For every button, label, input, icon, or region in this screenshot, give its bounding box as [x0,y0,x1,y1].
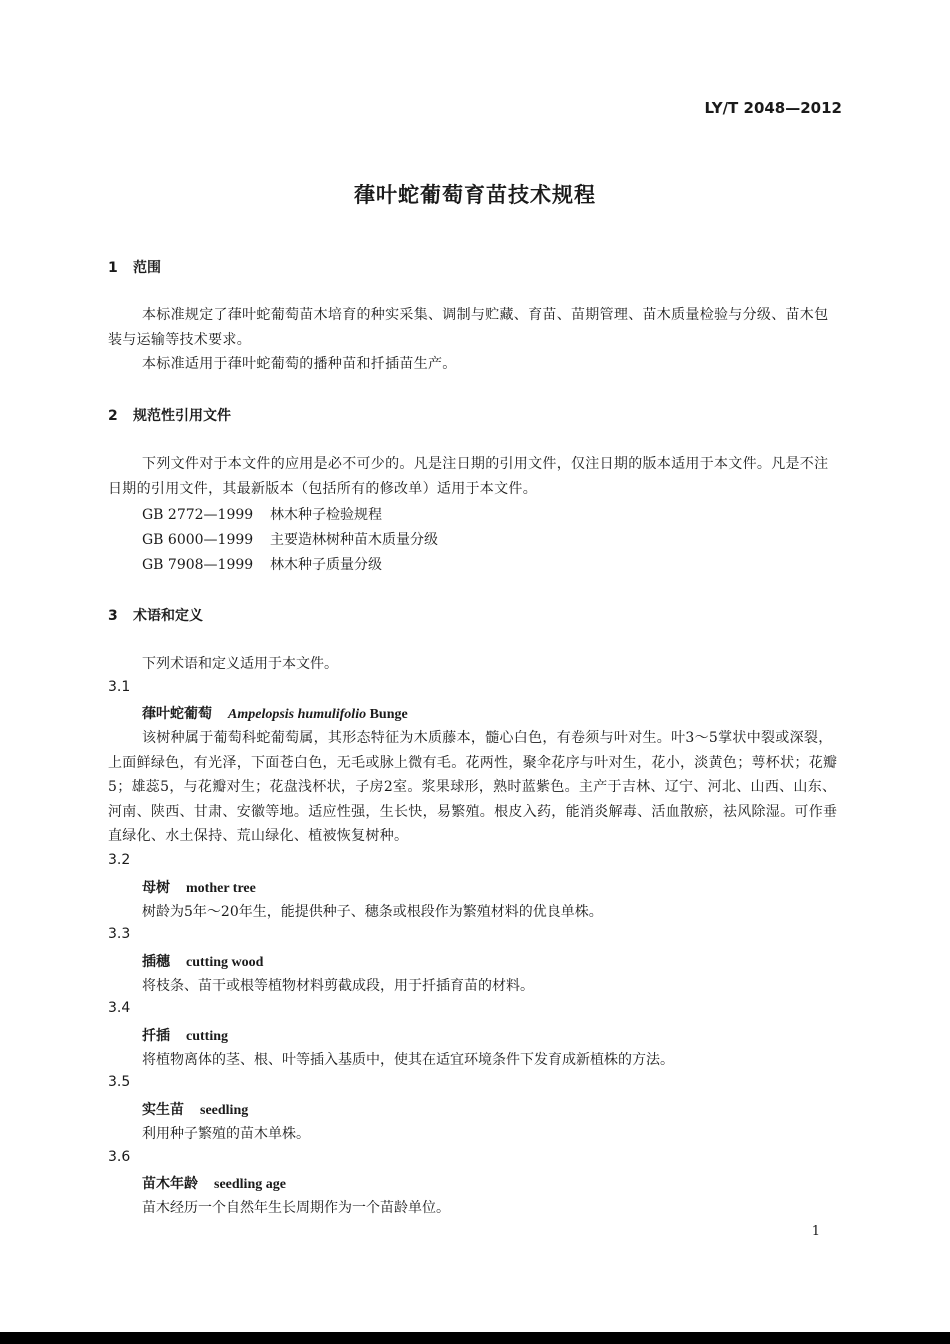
reference-name: 主要造林树种苗木质量分级 [270,532,438,548]
section-title: 范围 [133,260,161,276]
term-english: seedling age [214,1177,286,1192]
term-definition: 树龄为5年～20年生，能提供种子、穗条或根段作为繁殖材料的优良单株。 [142,904,603,920]
term-number: 3.4 [108,1000,131,1016]
term-heading [142,1099,248,1119]
section-1-heading [108,257,161,277]
section-title: 规范性引用文件 [133,408,231,424]
term-heading [142,877,256,897]
term-number: 3.5 [108,1074,131,1090]
section-2-paragraph-1: 下列文件对于本文件的应用是必不可少的。凡是注日期的引用文件，仅注日期的版本适用于本文件。凡是不注日期的引用文件，其最新版本（包括所有的修改单）适用于本文件。 [108,456,829,497]
reference-code: GB 2772—1999 [142,507,254,523]
reference-name: 林木种子检验规程 [270,507,382,523]
term-definition: 将枝条、苗干或根等植物材料剪截成段，用于扦插育苗的材料。 [142,978,534,994]
term-chinese: 实生苗 [142,1102,184,1118]
term-definition: 利用种子繁殖的苗木单株。 [142,1126,310,1142]
page-bottom-bar [0,1332,950,1344]
section-number: 2 [108,408,118,424]
term-chinese: 扦插 [142,1028,170,1044]
term-chinese: 葎叶蛇葡萄 [142,706,212,722]
document-code: LY/T 2048—2012 [704,99,842,117]
reference-item [142,504,382,524]
term-number: 3.6 [108,1149,131,1165]
term-definition: 将植物离体的茎、根、叶等插入基质中，使其在适宜环境条件下发育成新植株的方法。 [142,1052,674,1068]
term-chinese: 苗木年龄 [142,1176,198,1192]
page-number: 1 [811,1224,820,1239]
term-number: 3.2 [108,852,131,868]
term-english [228,707,408,722]
term-english: cutting [186,1029,228,1044]
section-1-paragraph-2: 本标准适用于葎叶蛇葡萄的播种苗和扦插苗生产。 [142,356,457,372]
section-3-intro: 下列术语和定义适用于本文件。 [142,656,338,672]
section-number: 3 [108,608,118,624]
term-chinese: 母树 [142,880,170,896]
section-2-heading [108,405,231,425]
term-authority: Bunge [369,707,408,722]
section-1-paragraph-1: 本标准规定了葎叶蛇葡萄苗木培育的种实采集、调制与贮藏、育苗、苗期管理、苗木质量检验与分级、苗木包装与运输等技术要求。 [108,307,829,348]
reference-item [142,554,382,574]
term-english: cutting wood [186,955,264,970]
document-title: 葎叶蛇葡萄育苗技术规程 [354,183,596,207]
term-heading [142,1025,228,1045]
term-english: mother tree [186,881,256,896]
term-heading [142,1173,286,1193]
section-number: 1 [108,260,118,276]
reference-code: GB 6000—1999 [142,532,254,548]
term-heading [142,951,263,971]
reference-name: 林木种子质量分级 [270,557,382,573]
term-number: 3.3 [108,926,131,942]
section-3-heading [108,605,203,625]
section-title: 术语和定义 [133,608,203,624]
term-heading [142,703,408,723]
term-latin-name: Ampelopsis humulifolio [228,707,367,722]
term-definition: 苗木经历一个自然年生长周期作为一个苗龄单位。 [142,1200,450,1216]
term-definition: 该树种属于葡萄科蛇葡萄属，其形态特征为木质藤本，髓心白色，有卷须与叶对生。叶3～5掌状中裂或深裂，上面鲜绿色，有光泽，下面苍白色，无毛或脉上微有毛。花两性，聚伞花序与叶对生，花小，淡黄色；萼杯状；花瓣5；雄蕊5，与花瓣对生；花盘浅杯状，子房2室。浆果球形，熟时蓝紫色。主产于吉林、辽宁、河北、山西、山东、河南、陕西、甘肃、安徽等地。适应性强，生长快，易繁殖。根皮入药，能消炎解毒、活血散瘀，祛风除湿。可作垂直绿化、水土保持、荒山绿化、植被恢复树种。 [108,730,838,845]
reference-code: GB 7908—1999 [142,557,254,573]
term-number: 3.1 [108,679,131,695]
term-chinese: 插穗 [142,954,170,970]
term-english: seedling [200,1103,249,1118]
reference-item [142,529,438,549]
